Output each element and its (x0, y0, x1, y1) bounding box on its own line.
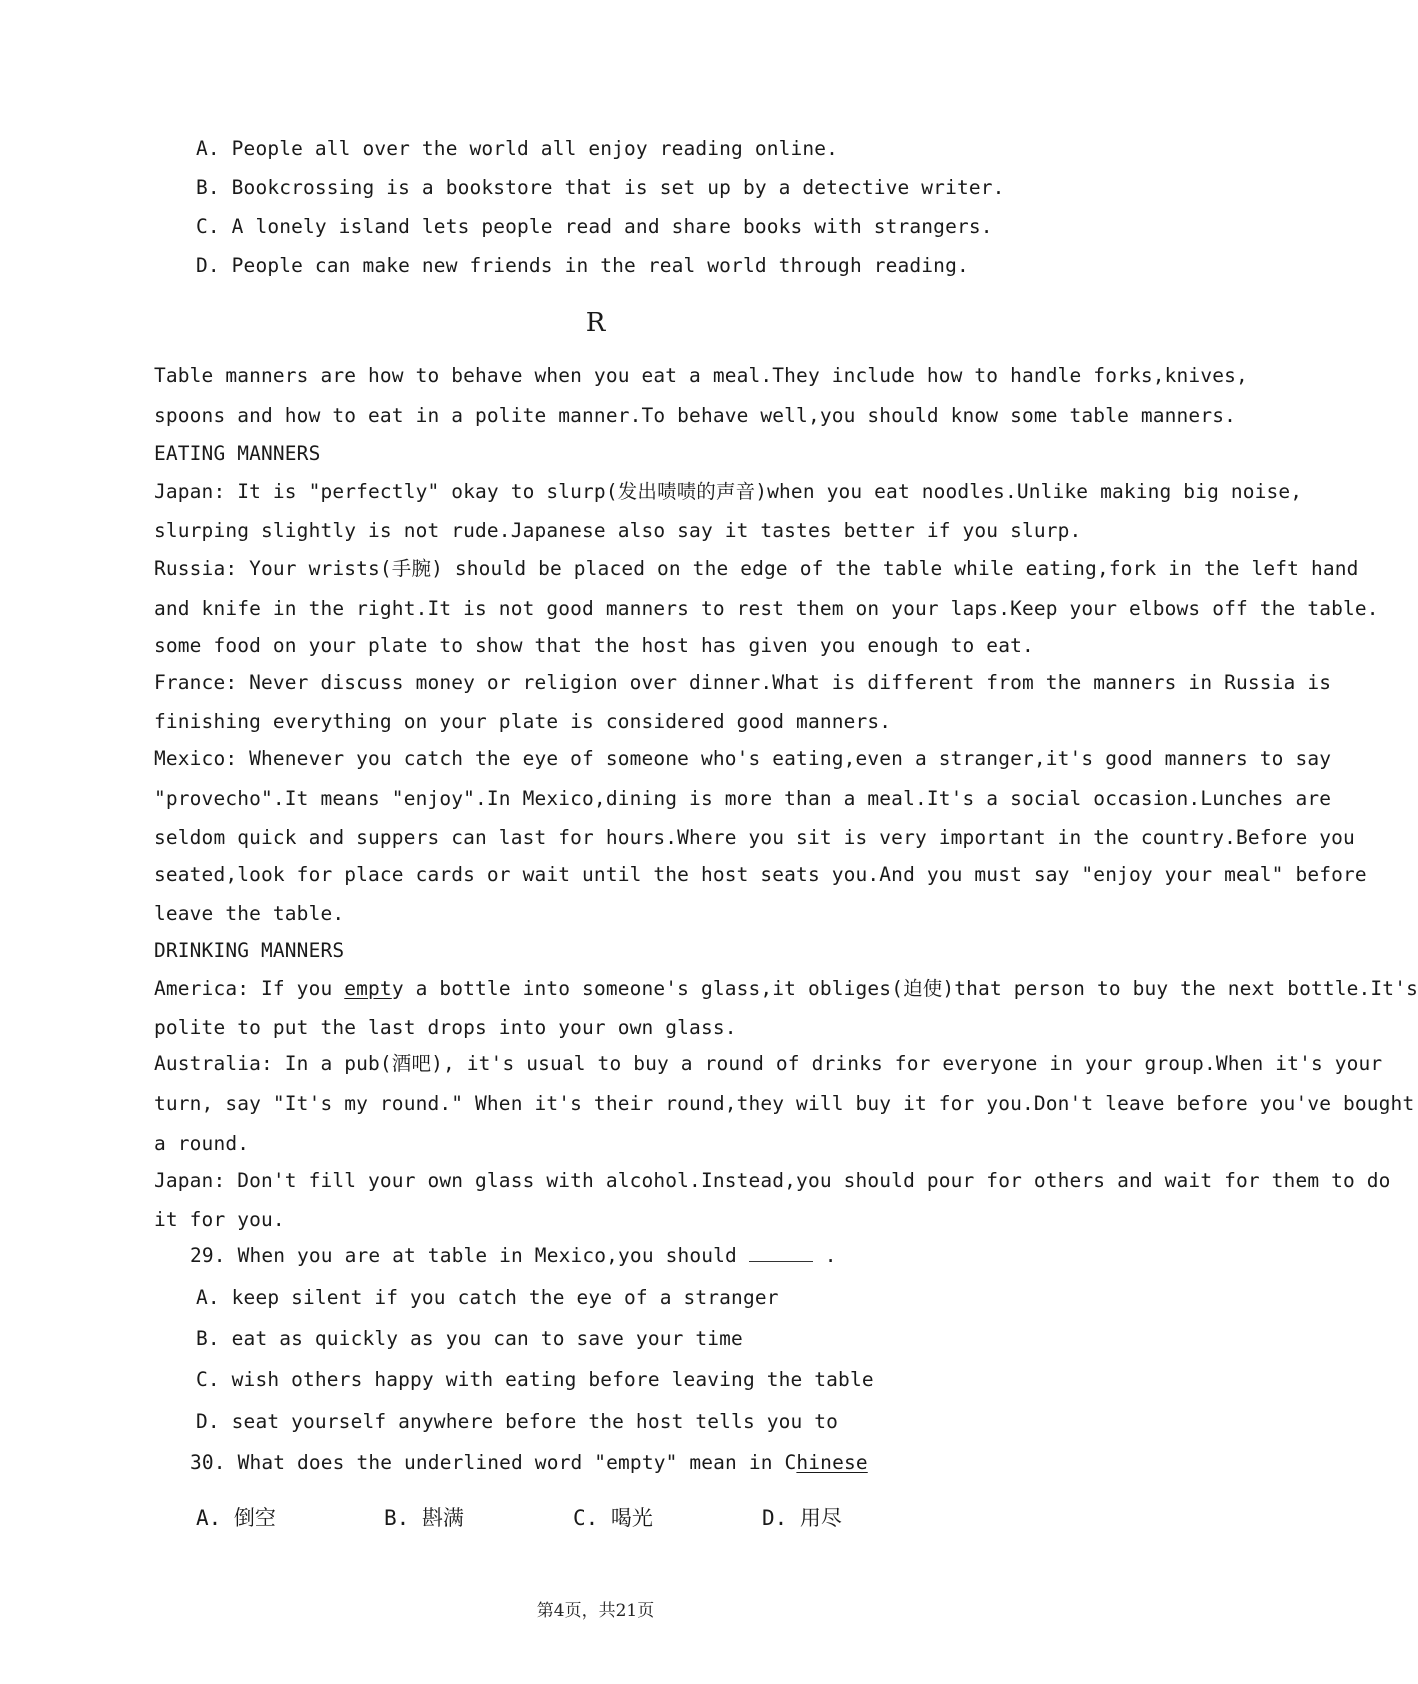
q30-choice-a: A. 倒空 (196, 1506, 276, 1530)
russia-line-2: and knife in the right.It is not good manners to rest them on your laps.Keep your elbows off the table. (154, 597, 1379, 620)
japan-eating-line-2: slurping slightly is not rude.Japanese also say it tastes better if you slurp. (154, 519, 1082, 542)
prev-option-c: C. A lonely island lets people read and share books with strangers. (196, 215, 993, 238)
eating-manners-heading: EATING MANNERS (154, 442, 321, 465)
mexico-line-1: Mexico: Whenever you catch the eye of someone who's eating,even a stranger,it's good manners to say (154, 747, 1332, 770)
mexico-line-2: "provecho".It means "enjoy".In Mexico,dining is more than a meal.It's a social occasion.Lunches are (154, 787, 1332, 810)
answer-blank (749, 1243, 813, 1262)
japan-drinking-line-2: it for you. (154, 1208, 285, 1231)
q29-option-d: D. seat yourself anywhere before the host tells you to (196, 1410, 839, 1433)
section-letter: R (585, 308, 606, 338)
prev-option-d: D. People can make new friends in the real world through reading. (196, 254, 969, 277)
drinking-manners-heading: DRINKING MANNERS (154, 939, 345, 962)
france-line-1: France: Never discuss money or religion over dinner.What is different from the manners in Russia is (154, 671, 1332, 694)
question-29 (190, 1243, 837, 1269)
mexico-line-4: seated,look for place cards or wait until the host seats you.And you must say "enjoy your meal" before (154, 863, 1367, 886)
q30-choice-d: D. 用尽 (762, 1506, 842, 1530)
question-30 (190, 1450, 868, 1476)
page-footer: 第4页，共21页 (536, 1601, 655, 1621)
question-29-end: . (812, 1244, 837, 1267)
france-line-2: finishing everything on your plate is considered good manners. (154, 710, 892, 733)
australia-line-3: a round. (154, 1132, 250, 1155)
q29-option-b: B. eat as quickly as you can to save your time (196, 1327, 743, 1350)
question-30-stem-underlined: hinese (796, 1451, 868, 1474)
japan-drinking-line-1: Japan: Don't fill your own glass with alcohol.Instead,you should pour for others and wait for them to do (154, 1169, 1391, 1192)
q29-option-a: A. keep silent if you catch the eye of a stranger (196, 1286, 779, 1309)
america-text-post: y a bottle into someone's glass,it obliges(迫使)that person to buy the next bottle.It's (391, 977, 1418, 1000)
mexico-line-3: seldom quick and suppers can last for hours.Where you sit is very important in the country.Before you (154, 826, 1355, 849)
russia-line-1: Russia: Your wrists(手腕) should be placed on the edge of the table while eating,fork in the left hand (154, 557, 1359, 580)
america-line-1 (154, 976, 1418, 1002)
prev-option-a: A. People all over the world all enjoy reading online. (196, 137, 839, 160)
passage-intro-line-1: Table manners are how to behave when you eat a meal.They include how to handle forks,knives, (154, 364, 1248, 387)
america-text-pre: America: If you (154, 977, 345, 1000)
prev-option-b: B. Bookcrossing is a bookstore that is set up by a detective writer. (196, 176, 1005, 199)
question-30-stem: What does the underlined word "empty" mean in C (237, 1451, 797, 1474)
america-line-2: polite to put the last drops into your own glass. (154, 1016, 737, 1039)
russia-line-3: some food on your plate to show that the host has given you enough to eat. (154, 634, 1034, 657)
question-30-number: 30. (190, 1451, 226, 1474)
australia-line-1: Australia: In a pub(酒吧), it's usual to buy a round of drinks for everyone in your group.When it's your (154, 1052, 1383, 1075)
underlined-word-empty: empt (344, 977, 392, 1000)
question-29-number: 29. (190, 1244, 226, 1267)
japan-eating-line-1: Japan: It is "perfectly" okay to slurp(发出啧啧的声音)when you eat noodles.Unlike making big noise, (154, 480, 1303, 503)
question-29-stem: When you are at table in Mexico,you should (237, 1244, 737, 1267)
mexico-line-5: leave the table. (154, 902, 345, 925)
q30-choice-b: B. 斟满 (384, 1506, 464, 1530)
australia-line-2: turn, say "It's my round." When it's their round,they will buy it for you.Don't leave before you've bought (154, 1092, 1415, 1115)
q30-choice-c: C. 喝光 (573, 1506, 653, 1530)
q29-option-c: C. wish others happy with eating before leaving the table (196, 1368, 874, 1391)
passage-intro-line-2: spoons and how to eat in a polite manner.To behave well,you should know some table manners. (154, 404, 1236, 427)
